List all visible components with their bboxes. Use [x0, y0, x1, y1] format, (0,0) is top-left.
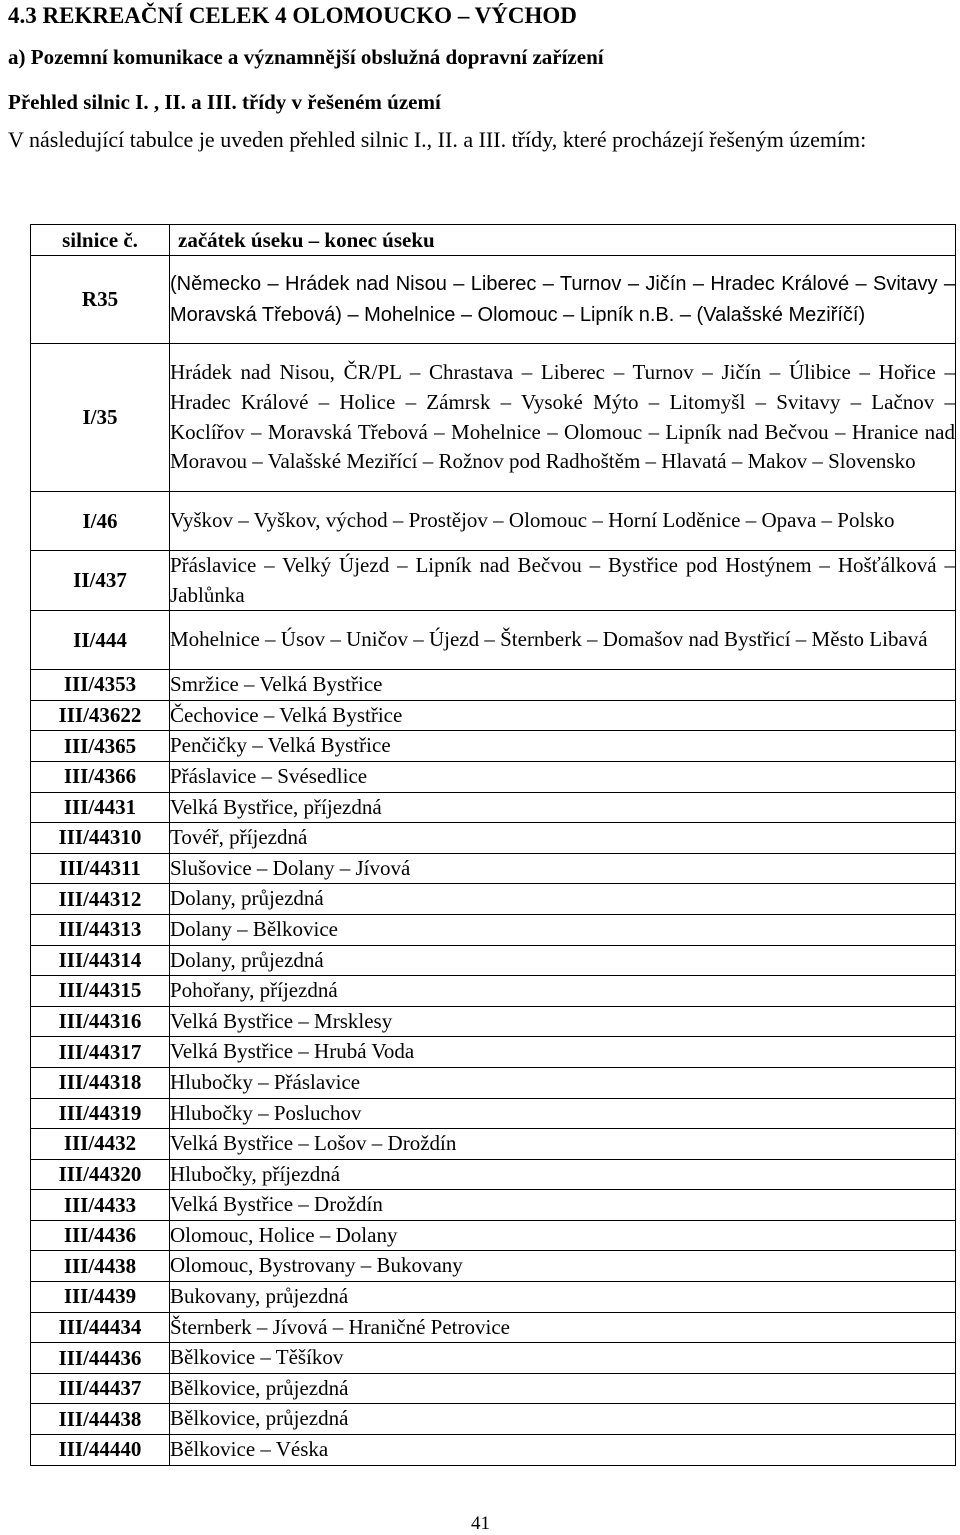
table-row	[31, 1098, 956, 1129]
table-row	[31, 1435, 956, 1466]
table-row	[31, 700, 956, 731]
road-number: III/44319	[31, 1098, 170, 1129]
road-number: III/44315	[31, 976, 170, 1007]
road-section: Hlubočky – Posluchov	[170, 1098, 956, 1129]
table-row	[31, 1312, 956, 1343]
roads-table	[30, 224, 956, 1466]
table-row	[31, 1129, 956, 1160]
road-number: III/4431	[31, 792, 170, 823]
section-heading: 4.3 REKREAČNÍ CELEK 4 OLOMOUCKO – VÝCHOD	[8, 3, 577, 28]
road-section: Velká Bystřice – Droždín	[170, 1190, 956, 1221]
table-row	[31, 1037, 956, 1068]
road-section: Pohořany, příjezdná	[170, 976, 956, 1007]
road-number: III/4365	[31, 731, 170, 762]
table-row	[31, 914, 956, 945]
table-row	[31, 976, 956, 1007]
road-section: Velká Bystřice – Hrubá Voda	[170, 1037, 956, 1068]
table-row	[31, 1373, 956, 1404]
road-section: (Německo – Hrádek nad Nisou – Liberec – Turnov – Jičín – Hradec Králové – Svitavy – Moravská Třebová) – Mohelnice – Olomouc – Lipník n.B. – (Valašské Meziříčí)	[170, 256, 956, 344]
road-number: III/44314	[31, 945, 170, 976]
header-road-number: silnice č.	[31, 225, 170, 256]
road-section: Čechovice – Velká Bystřice	[170, 700, 956, 731]
road-number: R35	[31, 256, 170, 344]
road-section: Velká Bystřice – Mrsklesy	[170, 1006, 956, 1037]
road-number: III/44436	[31, 1343, 170, 1374]
road-number: II/437	[31, 551, 170, 611]
page-number: 41	[471, 1513, 490, 1534]
road-section: Dolany, průjezdná	[170, 945, 956, 976]
table-row	[31, 761, 956, 792]
road-number: I/46	[31, 492, 170, 551]
road-number: III/4366	[31, 761, 170, 792]
road-number: III/44318	[31, 1067, 170, 1098]
road-number: III/44311	[31, 853, 170, 884]
road-number: III/44313	[31, 914, 170, 945]
road-number: III/44317	[31, 1037, 170, 1068]
road-section: Vyškov – Vyškov, východ – Prostějov – Olomouc – Horní Loděnice – Opava – Polsko	[170, 492, 956, 551]
road-number: III/44310	[31, 823, 170, 854]
road-number: III/43622	[31, 700, 170, 731]
road-section: Olomouc, Holice – Dolany	[170, 1220, 956, 1251]
road-section: Bělkovice, průjezdná	[170, 1373, 956, 1404]
road-section: Hlubočky, příjezdná	[170, 1159, 956, 1190]
road-section: Slušovice – Dolany – Jívová	[170, 853, 956, 884]
table-row	[31, 1190, 956, 1221]
road-section: Mohelnice – Úsov – Uničov – Újezd – Šternberk – Domašov nad Bystřicí – Město Libavá	[170, 611, 956, 670]
road-number: III/4432	[31, 1129, 170, 1160]
table-row	[31, 1006, 956, 1037]
table-row	[31, 884, 956, 915]
table-row	[31, 611, 956, 670]
table-row	[31, 1159, 956, 1190]
road-section: Šternberk – Jívová – Hraničné Petrovice	[170, 1312, 956, 1343]
road-number: III/4438	[31, 1251, 170, 1282]
road-section: Přáslavice – Velký Újezd – Lipník nad Bečvou – Bystřice pod Hostýnem – Hošťálková – Jablůnka	[170, 551, 956, 611]
table-row	[31, 945, 956, 976]
table-row	[31, 1282, 956, 1313]
table-row	[31, 1067, 956, 1098]
road-section: Penčičky – Velká Bystřice	[170, 731, 956, 762]
road-section: Tovéř, příjezdná	[170, 823, 956, 854]
road-section: Bělkovice – Véska	[170, 1435, 956, 1466]
road-number: I/35	[31, 344, 170, 492]
road-number: II/444	[31, 611, 170, 670]
road-number: III/44316	[31, 1006, 170, 1037]
road-section: Velká Bystřice, příjezdná	[170, 792, 956, 823]
table-row	[31, 823, 956, 854]
table-row	[31, 853, 956, 884]
table-row	[31, 492, 956, 551]
table-row	[31, 551, 956, 611]
road-number: III/4436	[31, 1220, 170, 1251]
road-section: Smržice – Velká Bystřice	[170, 670, 956, 701]
road-section: Přáslavice – Svésedlice	[170, 761, 956, 792]
table-row	[31, 256, 956, 344]
road-number: III/4439	[31, 1282, 170, 1313]
road-section: Velká Bystřice – Lošov – Droždín	[170, 1129, 956, 1160]
road-section: Hlubočky – Přáslavice	[170, 1067, 956, 1098]
road-section: Bělkovice – Těšíkov	[170, 1343, 956, 1374]
table-header-row	[31, 225, 956, 256]
table-row	[31, 670, 956, 701]
table-row	[31, 1220, 956, 1251]
table-row	[31, 731, 956, 762]
table-row	[31, 1251, 956, 1282]
road-number: III/4353	[31, 670, 170, 701]
subsection-heading: a) Pozemní komunikace a významnější obslužná dopravní zařízení	[8, 45, 604, 69]
road-number: III/4433	[31, 1190, 170, 1221]
road-number: III/44437	[31, 1373, 170, 1404]
table-row	[31, 344, 956, 492]
intro-paragraph: V následující tabulce je uveden přehled silnic I., II. a III. třídy, které procházejí řešeným územím:	[8, 127, 867, 152]
road-section: Hrádek nad Nisou, ČR/PL – Chrastava – Liberec – Turnov – Jičín – Úlibice – Hořice – Hradec Králové – Holice – Zámrsk – Vysoké Mýto – Litomyšl – Svitavy – Lačnov – Koclířov – Moravská Třebová – Mohelnice – Olomouc – Lipník nad Bečvou – Hranice nad Moravou – Valašské Meziřící – Rožnov pod Radhoštěm – Hlavatá – Makov – Slovensko	[170, 344, 956, 492]
road-number: III/44320	[31, 1159, 170, 1190]
table-row	[31, 1343, 956, 1374]
road-section: Bukovany, průjezdná	[170, 1282, 956, 1313]
road-number: III/44440	[31, 1435, 170, 1466]
road-section: Bělkovice, průjezdná	[170, 1404, 956, 1435]
table-row	[31, 1404, 956, 1435]
table-row	[31, 792, 956, 823]
table-heading: Přehled silnic I. , II. a III. třídy v řešeném území	[8, 90, 441, 114]
road-section: Dolany – Bělkovice	[170, 914, 956, 945]
road-number: III/44438	[31, 1404, 170, 1435]
header-section: začátek úseku – konec úseku	[170, 225, 956, 256]
road-number: III/44434	[31, 1312, 170, 1343]
road-section: Olomouc, Bystrovany – Bukovany	[170, 1251, 956, 1282]
road-section: Dolany, průjezdná	[170, 884, 956, 915]
road-number: III/44312	[31, 884, 170, 915]
